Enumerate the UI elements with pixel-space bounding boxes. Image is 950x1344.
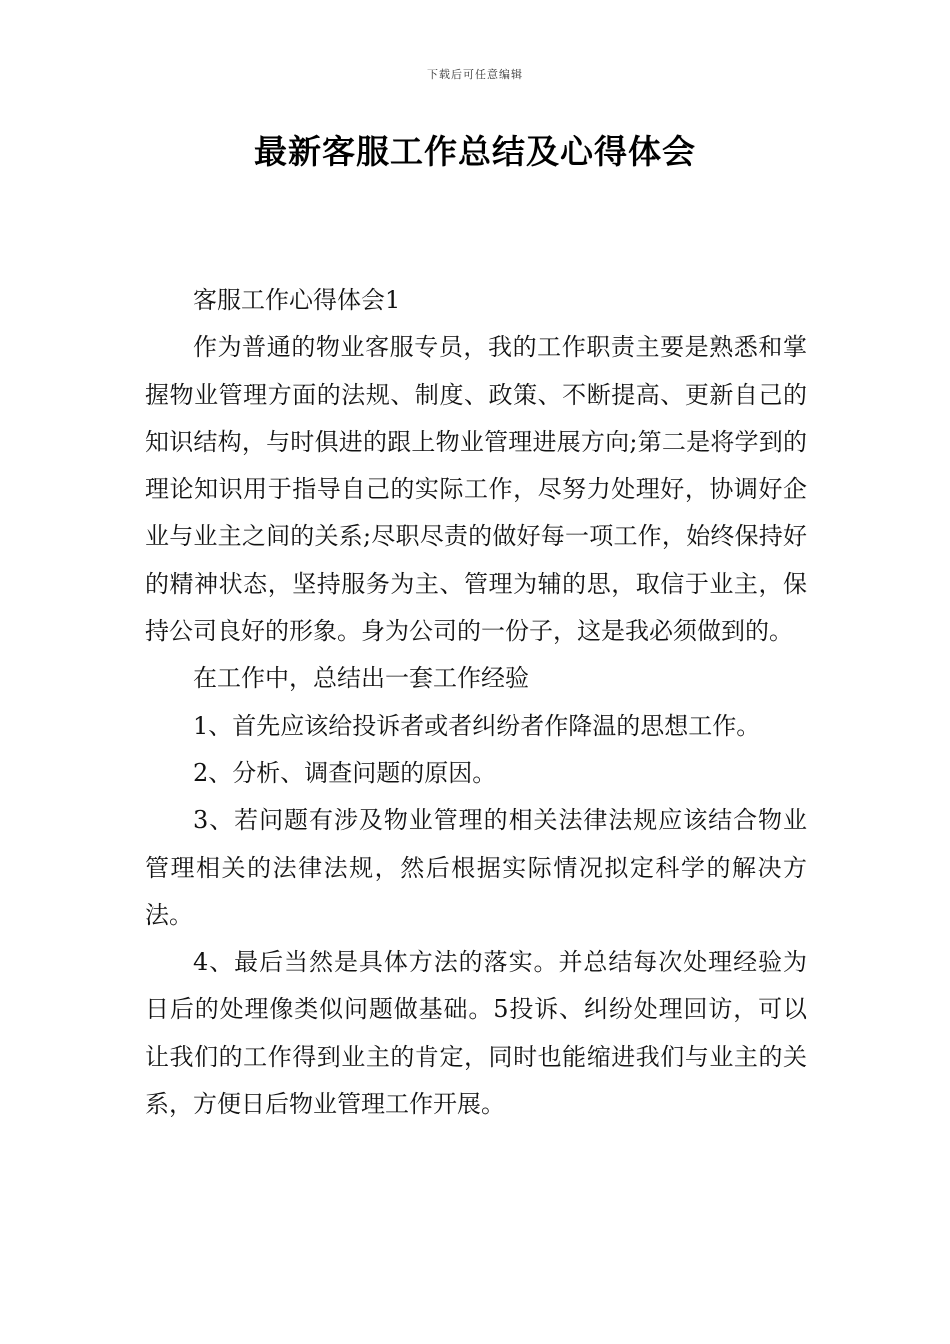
list-item-2: 2、分析、调查问题的原因。 [193,758,497,787]
list-item-1: 1、首先应该给投诉者或者纠纷者作降温的思想工作。 [193,711,761,740]
paragraph-experience-lead: 在工作中，总结出一套工作经验 [193,664,529,693]
document-title: 最新客服工作总结及心得体会 [254,132,696,171]
header-note: 下载后可任意编辑 [427,68,523,81]
list-item-3: 3、若问题有涉及物业管理的相关法律法规应该结合物业管理相关的法律法规，然后根据实际情况拟定科学的解决方法。 [145,806,807,929]
list-item-4: 4、最后当然是具体方法的落实。并总结每次处理经验为日后的处理像类似问题做基础。5投诉、纠纷处理回访，可以让我们的工作得到业主的肯定，同时也能缩进我们与业主的关系，方便日后物业管理工作开展。 [145,948,807,1119]
document-body [145,277,807,1128]
paragraph-intro: 作为普通的物业客服专员，我的工作职责主要是熟悉和掌握物业管理方面的法规、制度、政策、不断提高、更新自己的知识结构，与时俱进的跟上物业管理进展方向;第二是将学到的理论知识用于指导自己的实际工作，尽努力处理好，协调好企业与业主之间的关系;尽职尽责的做好每一项工作，始终保持好的精神状态，坚持服务为主、管理为辅的思，取信于业主，保持公司良好的形象。身为公司的一份子，这是我必须做到的。 [145,333,807,646]
section-heading: 客服工作心得体会1 [193,286,401,314]
